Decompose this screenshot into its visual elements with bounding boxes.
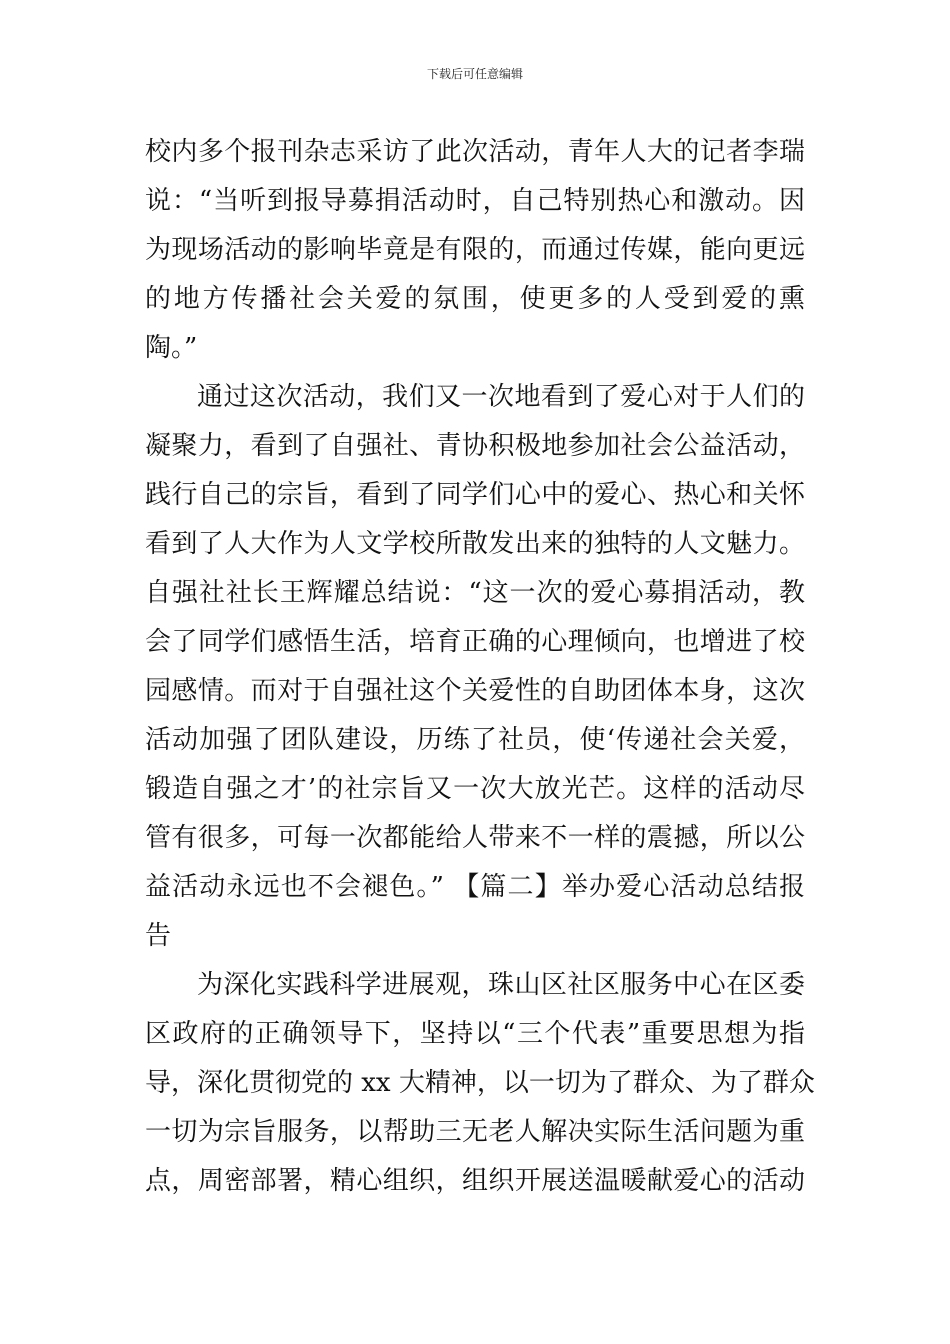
text-line: 区政府的正确领导下，坚持以“三个代表”重要思想为指 [145,1019,805,1049]
text-line: 一切为宗旨服务，以帮助三无老人解决实际生活问题为重 [145,1117,805,1147]
text-line: 自强社社长王辉耀总结说：“这一次的爱心募捐活动，教 [145,578,805,608]
text-line: 校内多个报刊杂志采访了此次活动，青年人大的记者李瑞 [145,137,805,167]
page-header: 下载后可任意编辑 [426,67,523,81]
text-line: 说：“当听到报导募捐活动时，自己特别热心和激动。因 [145,186,805,216]
text-line: 活动加强了团队建设，历练了社员，使‘传递社会关爱， [145,725,805,755]
text-line: 为深化实践科学进展观，珠山区社区服务中心在区委 [197,970,805,1000]
text-line: 锻造自强之才’的社宗旨又一次大放光芒。这样的活动尽 [145,774,805,804]
text-line: 益活动永远也不会褪色。” 【篇二】举办爱心活动总结报 [145,872,805,902]
paragraph-1 [145,128,805,373]
document-body [145,128,815,1206]
text-line: 告 [145,921,172,951]
text-line: 导，深化贯彻党的 xx 大精神，以一切为了群众、为了群众 [145,1068,815,1098]
text-line: 点，周密部署，精心组织，组织开展送温暖献爱心的活动 [145,1166,805,1196]
text-line: 为现场活动的影响毕竟是有限的，而通过传媒，能向更远 [145,235,805,265]
text-line: 践行自己的宗旨，看到了同学们心中的爱心、热心和关怀 [145,480,805,510]
paragraph-3 [145,961,815,1206]
text-line: 通过这次活动，我们又一次地看到了爱心对于人们的 [197,382,805,412]
text-line: 凝聚力，看到了自强社、青协积极地参加社会公益活动， [145,431,805,461]
text-line: 看到了人大作为人文学校所散发出来的独特的人文魅力。 [145,529,805,559]
text-line: 陶。” [145,333,198,363]
text-line: 的地方传播社会关爱的氛围，使更多的人受到爱的熏 [145,284,805,314]
text-line: 管有很多，可每一次都能给人带来不一样的震撼，所以公 [145,823,805,853]
text-line: 园感情。而对于自强社这个关爱性的自助团体本身，这次 [145,676,805,706]
text-line: 会了同学们感悟生活，培育正确的心理倾向，也增进了校 [145,627,805,657]
paragraph-2 [145,373,805,961]
